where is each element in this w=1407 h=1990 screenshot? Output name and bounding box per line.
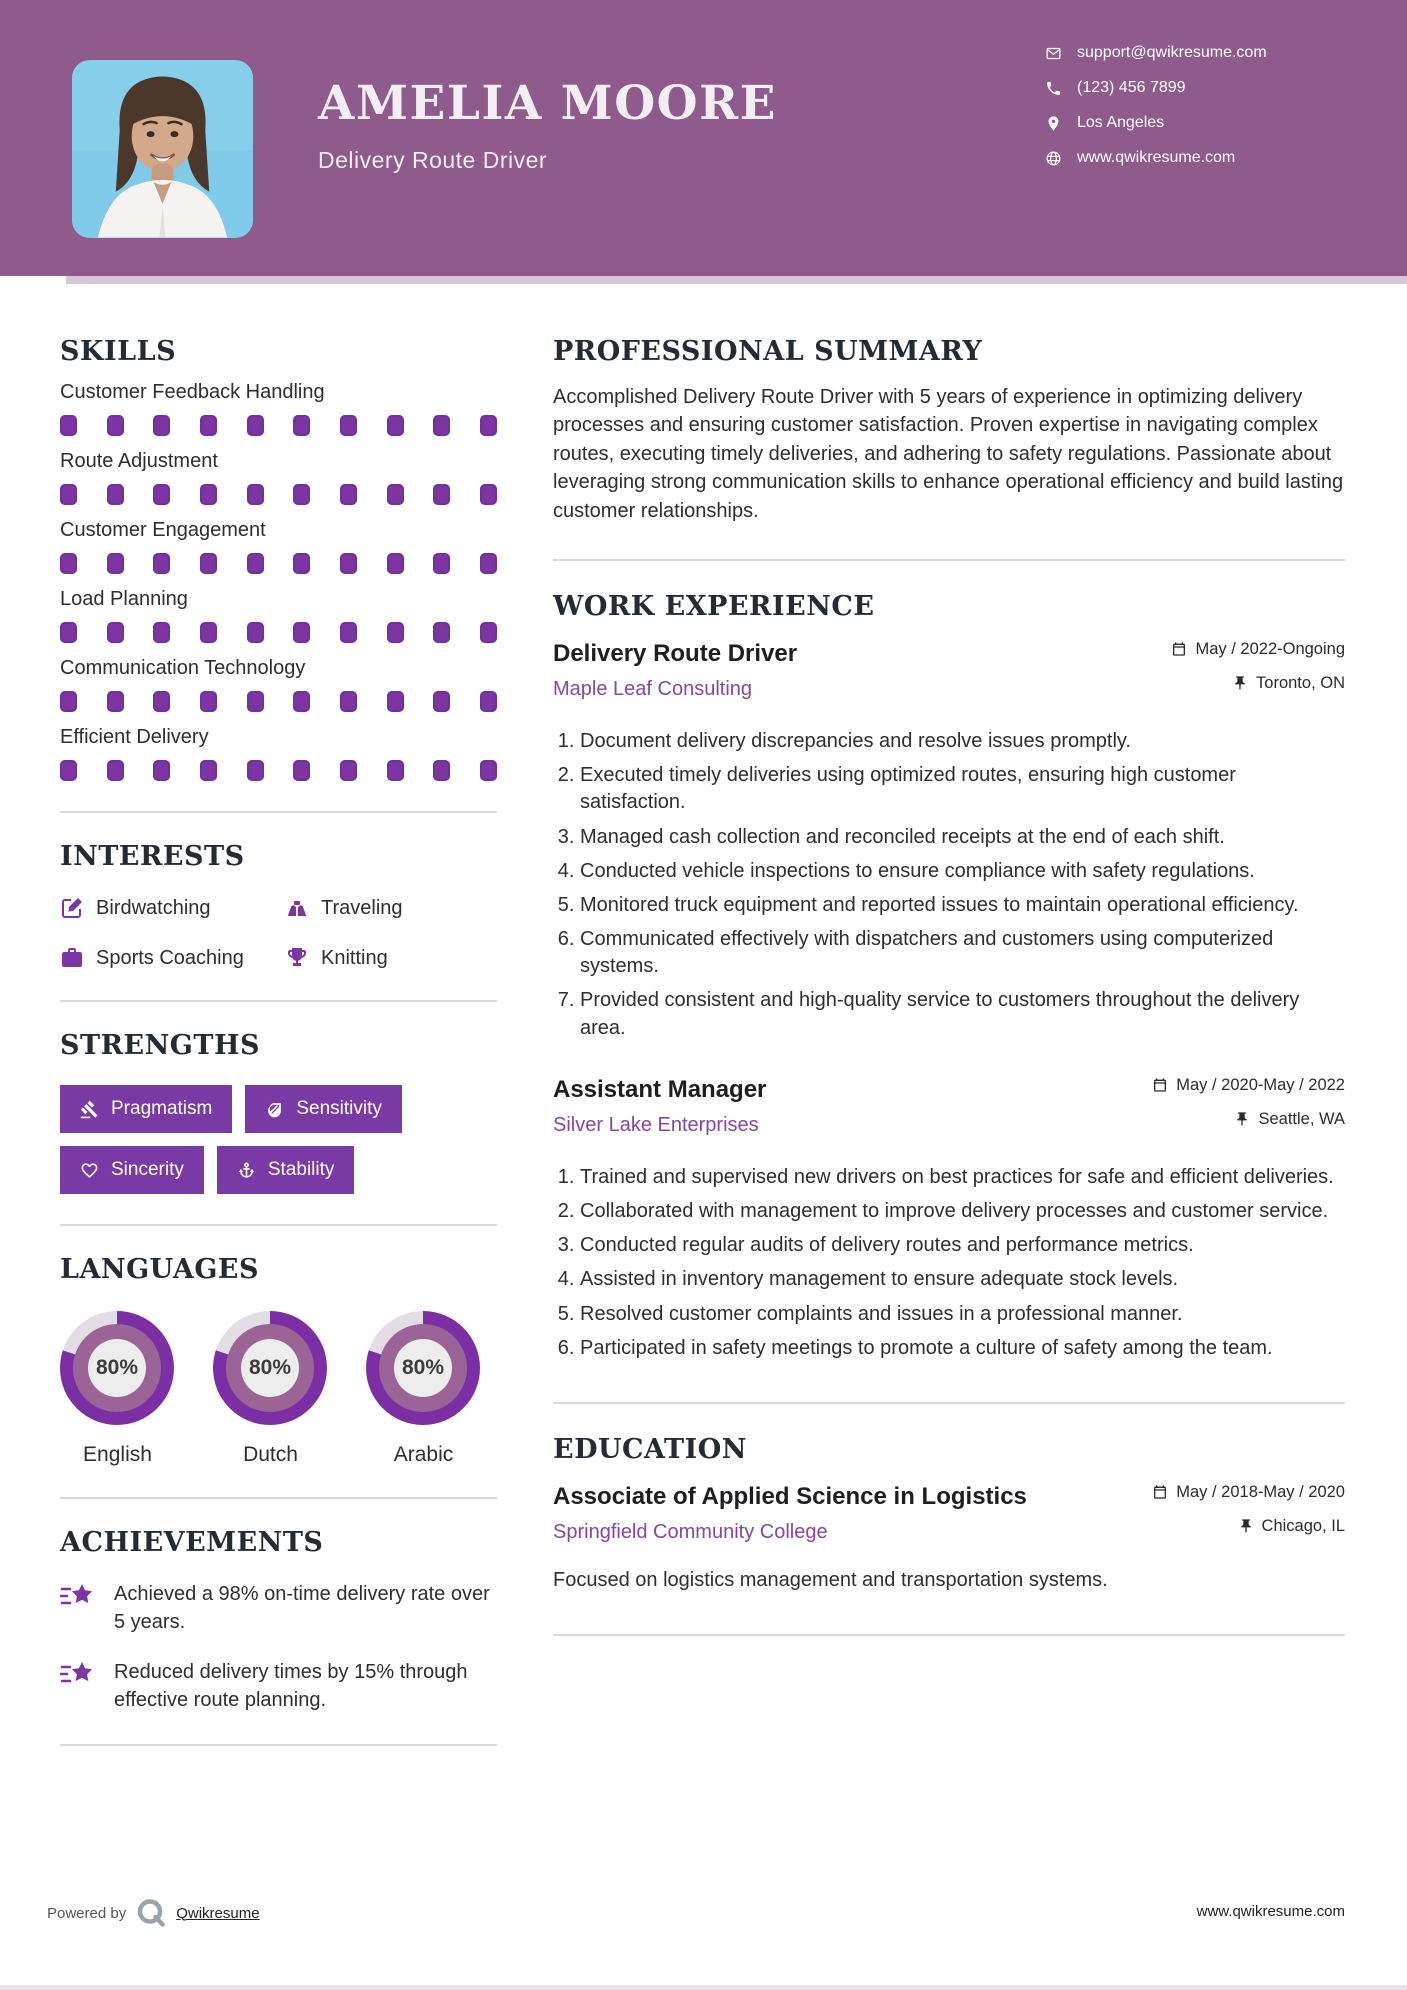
skill-dot — [107, 484, 124, 505]
duty-item: 5. Monitored truck equipment and reported issues to maintain operational efficiency. — [580, 892, 1345, 919]
skill-dot — [247, 415, 264, 436]
interest-item — [60, 896, 285, 920]
languages-heading: LANGUAGES — [60, 1254, 259, 1285]
divider — [60, 811, 497, 813]
contact-phone-text: (123) 456 7899 — [1077, 79, 1186, 96]
divider — [60, 1000, 497, 1002]
contact-location — [1045, 114, 1267, 132]
job-date — [1171, 640, 1345, 659]
contact-phone — [1045, 79, 1267, 97]
divider — [553, 1634, 1345, 1636]
skill-dot — [293, 553, 310, 574]
binoculars-icon — [285, 896, 309, 920]
skill-dot — [433, 415, 450, 436]
skill-dot — [340, 415, 357, 436]
phone-icon — [1045, 80, 1062, 97]
interest-item — [285, 946, 497, 970]
candidate-name: AMELIA MOORE — [318, 76, 777, 131]
skill-label: Communication Technology — [60, 657, 306, 679]
job-meta — [1132, 1076, 1345, 1144]
strength-badge — [60, 1085, 232, 1133]
skill-dot — [200, 691, 217, 712]
summary-heading: PROFESSIONAL SUMMARY — [553, 336, 983, 367]
achievement-item — [60, 1658, 497, 1714]
duty-item: 7. Provided consistent and high-quality service to customers throughout the delivery area. — [580, 987, 1345, 1041]
job-meta — [1151, 640, 1345, 708]
experience-heading: WORK EXPERIENCE — [553, 590, 875, 622]
education-heading: EDUCATION — [553, 1433, 747, 1465]
skill-item — [60, 588, 497, 643]
duty-item: 1. Document delivery discrepancies and resolve issues promptly. — [580, 728, 1345, 755]
skill-dot — [200, 760, 217, 781]
education-meta — [1132, 1483, 1345, 1551]
interest-label: Knitting — [321, 946, 388, 969]
language-item — [366, 1311, 481, 1467]
anchor-icon — [237, 1161, 256, 1180]
duty-item: 1. Trained and supervised new drivers on best practices for safe and efficient deliveries. — [580, 1164, 1345, 1191]
skill-dot — [480, 415, 497, 436]
divider — [60, 1744, 497, 1746]
skill-dot — [60, 484, 77, 505]
skill-item — [60, 519, 497, 574]
skills-heading: SKILLS — [60, 336, 177, 367]
skill-dot — [293, 484, 310, 505]
duty-item: 6. Participated in safety meetings to promote a culture of safety among the team. — [580, 1335, 1345, 1362]
job-role: Delivery Route Driver — [553, 639, 798, 667]
skill-dot — [153, 553, 170, 574]
briefcase-icon — [60, 946, 84, 970]
skill-dot — [153, 622, 170, 643]
skill-dot — [387, 691, 404, 712]
strength-badge — [60, 1146, 204, 1194]
header-shadow-strip — [66, 276, 1407, 284]
divider — [60, 1497, 497, 1499]
duty-item: 5. Resolved customer complaints and issues in a professional manner. — [580, 1301, 1345, 1328]
job-entry — [553, 640, 1345, 1042]
skill-dot — [480, 760, 497, 781]
skill-dot — [247, 691, 264, 712]
skill-label: Customer Engagement — [60, 519, 266, 541]
skill-dots — [60, 553, 497, 574]
language-item — [213, 1311, 328, 1467]
job-date-text: May / 2022-Ongoing — [1195, 639, 1345, 658]
language-donut — [213, 1311, 327, 1425]
calendar-icon — [1171, 641, 1187, 657]
profile-photo — [72, 60, 253, 238]
duty-item: 6. Communicated effectively with dispatchers and customers using computerized systems. — [580, 926, 1345, 980]
job-head — [553, 1076, 1345, 1144]
powered-by-label: Powered by — [47, 1904, 127, 1922]
achievements-heading: ACHIEVEMENTS — [60, 1527, 324, 1558]
education-location — [1152, 1517, 1345, 1536]
qwikresume-logo-icon — [136, 1898, 166, 1928]
duty-item: 3. Conducted regular audits of delivery routes and performance metrics. — [580, 1232, 1345, 1259]
gavel-icon — [80, 1100, 99, 1119]
job-entry — [553, 1076, 1345, 1362]
skill-label: Load Planning — [60, 588, 188, 610]
header — [0, 0, 1407, 276]
job-date — [1152, 1076, 1345, 1095]
skill-dot — [387, 760, 404, 781]
skill-dot — [433, 553, 450, 574]
skill-dot — [480, 553, 497, 574]
donut-inner-ring — [226, 1324, 314, 1412]
language-donut — [60, 1311, 174, 1425]
interests-grid — [60, 896, 497, 970]
donut-percent: 80% — [241, 1339, 299, 1397]
skill-dot — [340, 484, 357, 505]
skill-dot — [200, 484, 217, 505]
duty-item: 4. Assisted in inventory management to ensure adequate stock levels. — [580, 1266, 1345, 1293]
language-donut — [366, 1311, 480, 1425]
education-date-text: May / 2018-May / 2020 — [1176, 1482, 1345, 1501]
strength-badges — [60, 1085, 497, 1194]
divider — [553, 559, 1345, 561]
education-school: Springfield Community College — [553, 1520, 828, 1543]
skill-dot — [107, 553, 124, 574]
donut-inner-ring — [379, 1324, 467, 1412]
achievement-text: Reduced delivery times by 15% through effective route planning. — [114, 1661, 468, 1711]
language-label: Dutch — [243, 1443, 298, 1466]
pushpin-icon — [1232, 675, 1248, 691]
skill-dot — [153, 691, 170, 712]
skill-dot — [433, 622, 450, 643]
skill-dot — [293, 760, 310, 781]
skill-dot — [340, 691, 357, 712]
skill-dot — [293, 622, 310, 643]
contact-info — [1045, 44, 1267, 184]
skill-dot — [247, 484, 264, 505]
skill-dot — [60, 553, 77, 574]
job-head — [553, 640, 1345, 708]
education-degree: Associate of Applied Science in Logistics — [553, 1482, 1027, 1510]
skill-dot — [60, 691, 77, 712]
footer-website: www.qwikresume.com — [1196, 1903, 1345, 1920]
skill-dot — [60, 622, 77, 643]
skill-dot — [247, 622, 264, 643]
skill-dot — [387, 553, 404, 574]
education-entry — [553, 1483, 1345, 1592]
skill-dot — [200, 553, 217, 574]
duty-item: 3. Managed cash collection and reconciled receipts at the end of each shift. — [580, 824, 1345, 851]
job-date-text: May / 2020-May / 2022 — [1176, 1075, 1345, 1094]
skill-dot — [433, 760, 450, 781]
profile-photo-illustration — [72, 60, 253, 238]
job-duties — [553, 728, 1345, 1042]
job-location-text: Seattle, WA — [1258, 1109, 1345, 1128]
content — [0, 284, 1407, 1774]
skill-dot — [200, 622, 217, 643]
job-location — [1171, 674, 1345, 693]
skill-label: Efficient Delivery — [60, 726, 209, 748]
skill-dot — [340, 622, 357, 643]
job-location-text: Toronto, ON — [1256, 673, 1345, 692]
education-title-block — [553, 1483, 1027, 1544]
skill-dot — [387, 484, 404, 505]
job-title-block — [553, 640, 797, 701]
strength-label: Sincerity — [111, 1159, 184, 1180]
summary-text: Accomplished Delivery Route Driver with 5 years of experience in optimizing delivery processes and ensuring customer satisfaction. Proven expertise in navigating complex routes, executing timely deliveries, and adhering to safety regulations. Passionate about leveraging strong communication skills to enhance operational efficiency and build lasting customer relationships. — [553, 386, 1344, 522]
job-company: Silver Lake Enterprises — [553, 1113, 759, 1136]
duty-item: 2. Executed timely deliveries using optimized routes, ensuring high customer satisfaction. — [580, 762, 1345, 816]
contact-email-text: support@qwikresume.com — [1077, 44, 1267, 61]
skill-dot — [433, 484, 450, 505]
skill-dot — [153, 484, 170, 505]
interest-item — [60, 946, 285, 970]
skill-dot — [480, 622, 497, 643]
right-column — [553, 336, 1345, 1774]
contact-website — [1045, 149, 1267, 167]
skill-item — [60, 381, 497, 436]
interest-label: Birdwatching — [96, 896, 211, 919]
skill-dot — [480, 691, 497, 712]
skill-dot — [107, 760, 124, 781]
skill-dot — [387, 622, 404, 643]
job-company: Maple Leaf Consulting — [553, 677, 753, 700]
skill-dot — [200, 415, 217, 436]
contact-location-text: Los Angeles — [1077, 114, 1165, 131]
candidate-title: Delivery Route Driver — [318, 147, 548, 173]
skill-item — [60, 450, 497, 505]
contact-email — [1045, 44, 1267, 62]
location-icon — [1045, 115, 1062, 132]
divider — [60, 1224, 497, 1226]
strength-badge — [245, 1085, 402, 1133]
skill-dots — [60, 760, 497, 781]
donut-percent: 80% — [394, 1339, 452, 1397]
skill-dot — [153, 760, 170, 781]
strengths-heading: STRENGTHS — [60, 1030, 260, 1061]
heart-icon — [80, 1161, 99, 1180]
pushpin-icon — [1238, 1518, 1254, 1534]
donut-inner-ring — [73, 1324, 161, 1412]
calendar-icon — [1152, 1077, 1168, 1093]
skill-dot — [60, 415, 77, 436]
skill-dot — [340, 760, 357, 781]
job-location — [1152, 1110, 1345, 1129]
languages-row — [60, 1311, 497, 1467]
education-date — [1152, 1483, 1345, 1502]
achievement-item — [60, 1580, 497, 1636]
interests-heading: INTERESTS — [60, 841, 245, 872]
left-column — [60, 336, 497, 1774]
skill-item — [60, 726, 497, 781]
name-block — [318, 76, 777, 174]
divider — [553, 1402, 1345, 1404]
education-location-text: Chicago, IL — [1261, 1516, 1345, 1535]
language-label: English — [83, 1443, 152, 1466]
skill-dot — [107, 691, 124, 712]
skill-dot — [433, 691, 450, 712]
achievement-text: Achieved a 98% on-time delivery rate over 5 years. — [114, 1583, 490, 1633]
interest-label: Sports Coaching — [96, 946, 244, 969]
globe-icon — [1045, 150, 1062, 167]
skill-dot — [60, 760, 77, 781]
skill-dots — [60, 622, 497, 643]
footer-powered-by — [47, 1898, 260, 1928]
skill-dot — [107, 415, 124, 436]
skill-dot — [247, 553, 264, 574]
duty-item: 2. Collaborated with management to improve delivery processes and customer service. — [580, 1198, 1345, 1225]
calendar-icon — [1152, 1484, 1168, 1500]
skill-dot — [247, 760, 264, 781]
donut-percent: 80% — [88, 1339, 146, 1397]
skill-dot — [340, 553, 357, 574]
job-role: Assistant Manager — [553, 1075, 767, 1103]
qwikresume-link[interactable]: Qwikresume — [176, 1904, 260, 1922]
interest-item — [285, 896, 497, 920]
strength-label: Pragmatism — [111, 1098, 213, 1119]
skill-label: Customer Feedback Handling — [60, 381, 325, 403]
skill-item — [60, 657, 497, 712]
language-item — [60, 1311, 175, 1467]
shooting-star-icon — [60, 1582, 96, 1612]
skill-dot — [387, 415, 404, 436]
edit-icon — [60, 896, 84, 920]
job-title-block — [553, 1076, 766, 1137]
interest-label: Traveling — [321, 896, 403, 919]
language-label: Arabic — [393, 1443, 454, 1466]
skill-dot — [153, 415, 170, 436]
bottom-strip — [0, 1985, 1407, 1990]
skill-label: Route Adjustment — [60, 450, 218, 472]
skill-dots — [60, 415, 497, 436]
skill-dots — [60, 691, 497, 712]
skill-dot — [480, 484, 497, 505]
education-note: Focused on logistics management and transportation systems. — [553, 1568, 1108, 1591]
pushpin-icon — [1234, 1111, 1250, 1127]
strength-label: Stability — [267, 1159, 335, 1180]
education-head — [553, 1483, 1345, 1551]
strength-badge — [217, 1146, 355, 1194]
strength-label: Sensitivity — [296, 1098, 382, 1119]
shooting-star-icon — [60, 1660, 96, 1690]
skill-dot — [107, 622, 124, 643]
trophy-icon — [285, 946, 309, 970]
leaf-icon — [265, 1100, 284, 1119]
email-icon — [1045, 45, 1062, 62]
skill-dot — [293, 691, 310, 712]
job-duties — [553, 1164, 1345, 1362]
skill-dots — [60, 484, 497, 505]
contact-website-text: www.qwikresume.com — [1077, 149, 1236, 166]
skill-dot — [293, 415, 310, 436]
duty-item: 4. Conducted vehicle inspections to ensure compliance with safety regulations. — [580, 858, 1345, 885]
